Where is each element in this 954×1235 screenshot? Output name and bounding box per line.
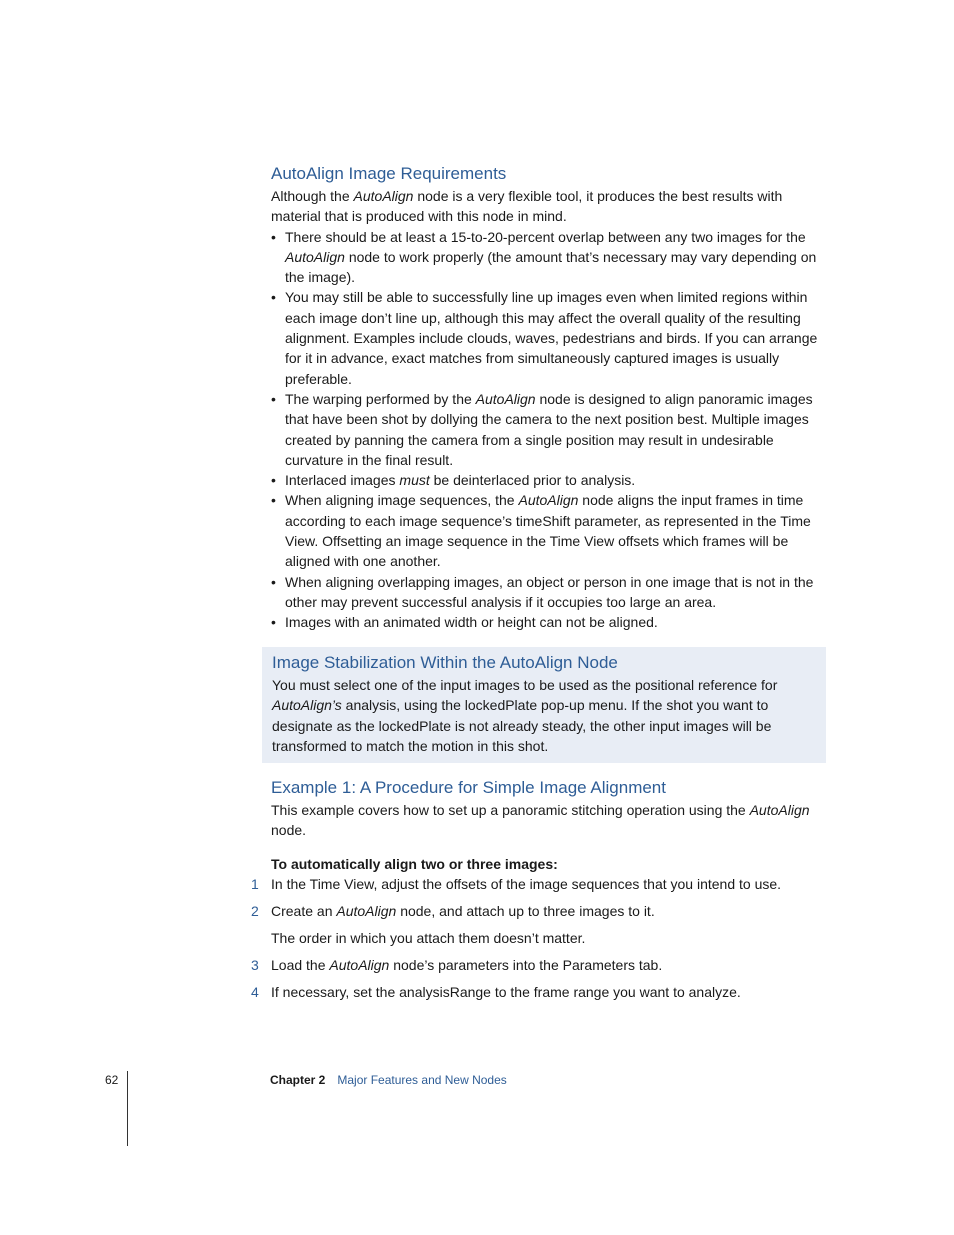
procedure-step: 3 Load the AutoAlign node’s parameters into the Parameters tab. xyxy=(251,956,663,973)
stabilization-callout xyxy=(262,647,826,763)
example-intro: This example covers how to set up a panoramic stitching operation using the AutoAlign node. xyxy=(271,802,810,839)
footer-chapter xyxy=(270,1072,507,1088)
list-item: • Interlaced images must be deinterlaced prior to analysis. xyxy=(271,470,827,490)
footer-rule xyxy=(127,1071,128,1146)
section-intro: Although the AutoAlign node is a very flexible tool, it produces the best results with material that is produced with this node in mind. xyxy=(271,188,783,225)
procedure-title: To automatically align two or three images: xyxy=(271,855,558,872)
callout-heading: Image Stabilization Within the AutoAlign Node xyxy=(272,653,618,672)
callout-text: You must select one of the input images to be used as the positional reference for AutoAlign’s analysis, using the lockedPlate pop-up menu. If the shot you want to designate as the lockedPlate is not already steady, the other input images will be transformed to match the motion in this shot. xyxy=(272,677,778,754)
list-item: • You may still be able to successfully line up images even when limited regions within each image don’t line up, although this may affect the overall quality of the resulting alignment. Examples include clouds, waves, pedestrians and birds. If you can arrange for it in advance, exact matches from simultaneously captured images is usually preferable. xyxy=(271,287,827,388)
list-item: • When aligning overlapping images, an object or person in one image that is not in the other may prevent successful analysis if it occupies too large an area. xyxy=(271,572,827,613)
chapter-label: Chapter 2 xyxy=(270,1073,326,1087)
list-item: • There should be at least a 15-to-20-percent overlap between any two images for the AutoAlign node to work properly (the amount that’s necessary may vary depending on the image). xyxy=(271,227,827,288)
section-heading: AutoAlign Image Requirements xyxy=(271,164,507,183)
step-number: 2 xyxy=(251,902,259,919)
section-autoalign-requirements xyxy=(271,162,827,633)
list-item: • The warping performed by the AutoAlign node is designed to align panoramic images that have been shot by dollying the camera to the next position best. Multiple images created by panning the camera from a single position may result in undesirable curvature in the final result. xyxy=(271,389,827,470)
example-heading: Example 1: A Procedure for Simple Image Alignment xyxy=(271,778,666,797)
step-number: 3 xyxy=(251,956,259,973)
procedure-step: 4 If necessary, set the analysisRange to the frame range you want to analyze. xyxy=(251,983,741,1000)
example-section xyxy=(251,776,827,1002)
step-number: 1 xyxy=(251,875,259,892)
step-number: 4 xyxy=(251,983,259,1000)
procedure-step: 1 In the Time View, adjust the offsets of the image sequences that you intend to use. xyxy=(251,875,782,892)
list-item: • When aligning image sequences, the AutoAlign node aligns the input frames in time according to each image sequence’s timeShift parameter, as represented in the Time View. Offsetting an image sequence in the Time View offsets which frames will be aligned with one another. xyxy=(271,490,827,571)
procedure-step: 2 Create an AutoAlign node, and attach up to three images to it. xyxy=(251,902,655,919)
list-item: • Images with an animated width or height can not be aligned. xyxy=(271,612,827,632)
requirements-list xyxy=(271,227,827,633)
page-number: 62 xyxy=(105,1073,119,1087)
step-note: The order in which you attach them doesn’t matter. xyxy=(271,929,586,946)
chapter-title: Major Features and New Nodes xyxy=(337,1073,507,1087)
